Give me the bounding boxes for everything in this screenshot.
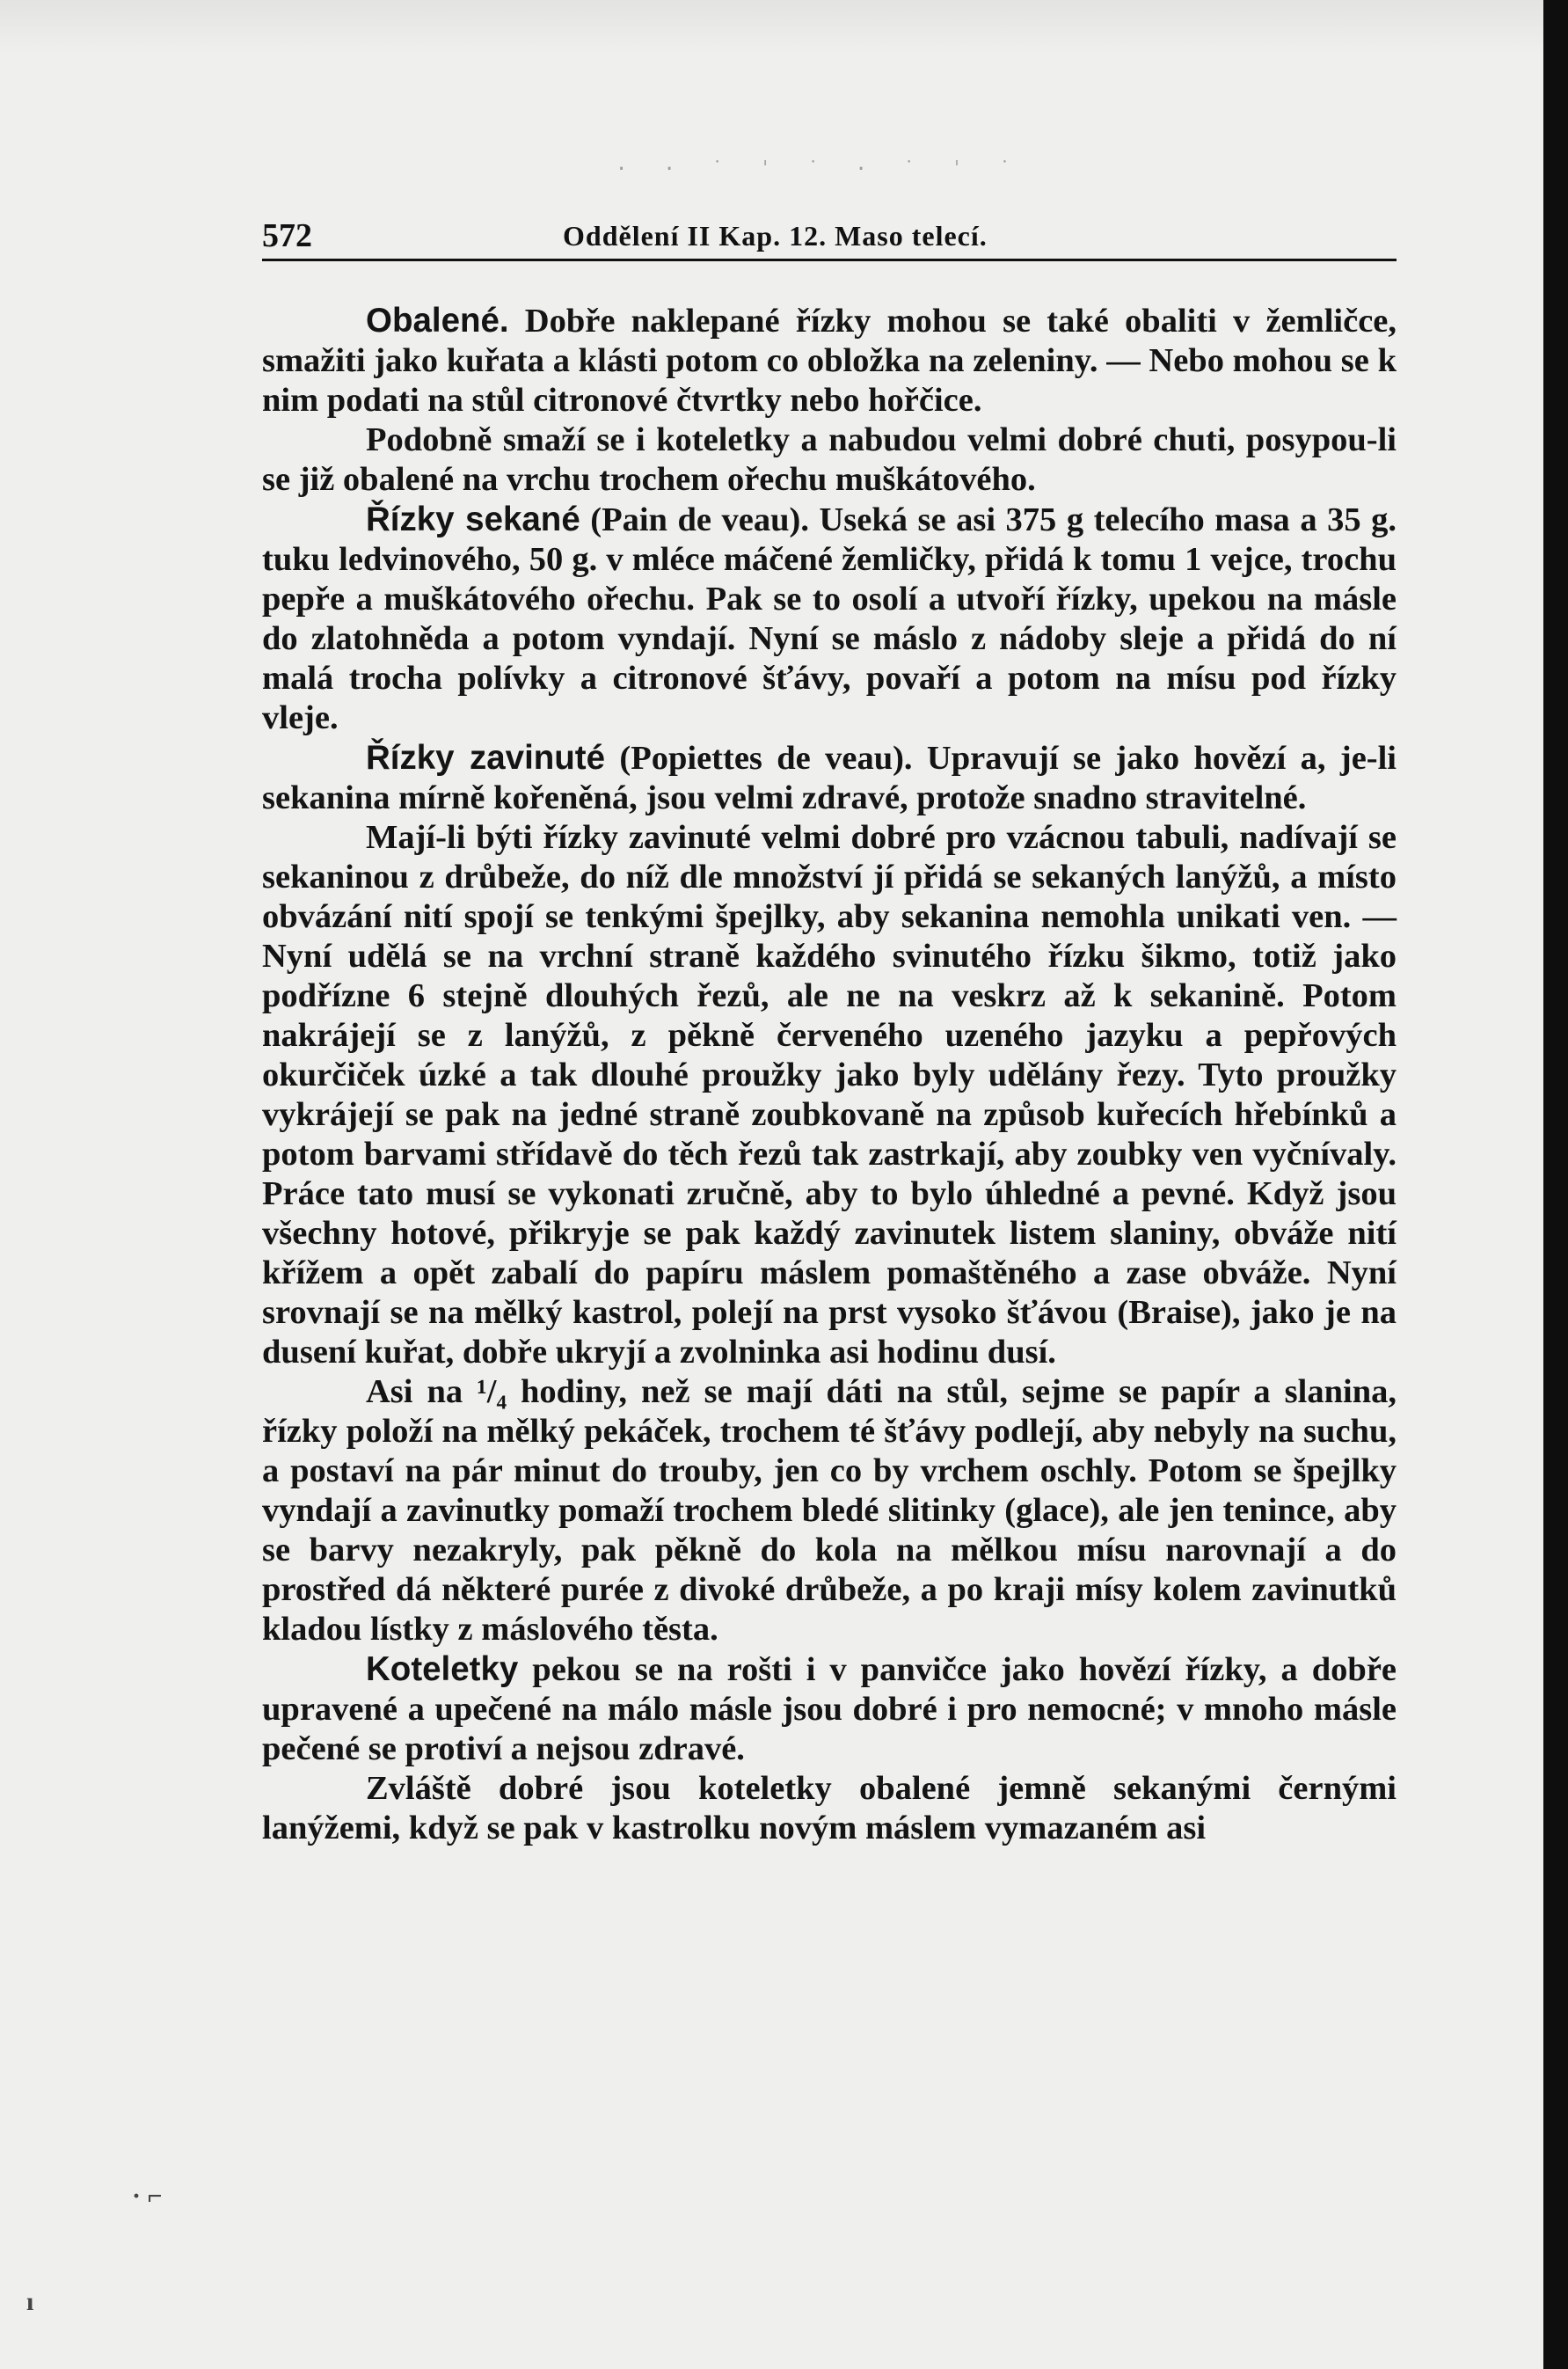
paragraph-text: Dobře naklepané řízky mohou se také obaliti v žemličce, smažiti jako kuřata a klásti potom co obložka na zeleniny. — Nebo mohou se k nim podati na stůl citronové čtvrtky nebo hořčice. xyxy=(262,303,1397,419)
scan-noise: · · ˙ ˈ ˙ · ˙ ˈ ˙ xyxy=(616,158,1024,180)
page-number: 572 xyxy=(262,217,312,254)
paragraph-text: (Popiettes de veau). Upravují se jako hovězí a, je-li sekanina mírně kořeněná, jsou velmi zdravé, protože snadno stravitelné. xyxy=(262,740,1397,816)
paragraph xyxy=(262,301,1397,420)
paragraph-text: Asi na ¹/₄ hodiny, než se mají dáti na stůl, sejme se papír a slanina, řízky položí na mělký pekáček, trochem té šťávy podlejí, aby nebyly na suchu, a postaví na pár minut do trouby, jen co by vrchem oschly. Potom se špejlky vyndají a zavinutky pomaží trochem bledé slitinky (glace), ale jen tenince, aby se barvy nezakryly, pak pěkně do kola na mělkou mísu narovnají a do prostřed dá některé purée z divoké drůbeže, a po kraji mísy kolem zavinutků kladou lístky z máslového těsta. xyxy=(262,1373,1397,1648)
running-title: Oddělení II Kap. 12. Maso telecí. xyxy=(563,220,988,252)
paragraph xyxy=(262,738,1397,818)
paragraph-heading: Koteletky xyxy=(366,1650,519,1688)
scan-border xyxy=(1543,0,1568,2369)
page-header xyxy=(262,216,1397,261)
paragraph xyxy=(262,1372,1397,1649)
paragraph xyxy=(262,1769,1397,1848)
paragraph-text: pekou se na rošti i v panvičce jako hovězí řízky, a dobře upravené a upečené na málo másle jsou dobré i pro nemocné; v mnoho másle pečené se protiví a nejsou zdravé. xyxy=(262,1651,1397,1767)
page-top-shade xyxy=(0,0,1543,53)
paragraph-text: Zvláště dobré jsou koteletky obalené jemně sekanými černými lanýžemi, když se pak v kastrolku novým máslem vymazaném asi xyxy=(262,1770,1397,1846)
paragraph-text: Mají-li býti řízky zavinuté velmi dobré pro vzácnou tabuli, nadívají se sekaninou z drůbeže, do níž dle množství jí přidá se sekaných lanýžů, a místo obvázání nití spojí se tenkými špejlky, aby sekanina nemohla unikati ven. — Nyní udělá se na vrchní straně každého svinutého řízku šikmo, totiž jako podříznе 6 stejně dlouhých řezů, ale ne na veskrz až k sekanině. Potom nakrájejí se z lanýžů, z pěkně červeného uzeného jazyku a pepřových okurčiček úzké a tak dlouhé proužky jako byly udělány řezy. Tyto proužky vykrájejí se pak na jedné straně zoubkovaně na způsob kuřecích hřebínků a potom barvami střídavě do těch řezů tak zastrkají, aby zoubky ven vyčnívaly. Práce tato musí se vykonati zručně, aby to bylo úhledné a pevné. Když jsou všechny hotové, přikryje se pak každý zavinutek listem slaniny, obváže nití křížem a opět zabalí do papíru máslem pomaštěného a zase obváže. Nyní srovnají se na mělký kastrol, polejí na prst vysoko šťávou (Braise), jako je na dusení kuřat, dobře ukryjí a zvolninka asi hodinu dusí. xyxy=(262,819,1397,1371)
paragraph-heading: Řízky sekané xyxy=(366,501,580,538)
paragraph-heading: Řízky zavinuté xyxy=(366,739,606,777)
paragraph xyxy=(262,500,1397,738)
paragraph-text: (Pain de veau). Useká se asi 375 g telecího masa a 35 g. tuku ledvinového, 50 g. v mléce máčené žemličky, přidá k tomu 1 vejce, trochu pepře a muškátového ořechu. Pak se to osolí a utvoří řízky, upekou na másle do zlatohněda a potom vyndají. Nyní se máslo z nádoby sleje a přidá do ní malá trocha polívky a citronové šťávy, povaří a potom na mísu pod řízky vleje. xyxy=(262,501,1397,736)
margin-mark: ı xyxy=(26,2287,34,2316)
margin-mark: · ⌐ xyxy=(132,2182,163,2211)
body-text xyxy=(262,301,1397,1848)
paragraph xyxy=(262,420,1397,500)
paragraph-heading: Obalené. xyxy=(366,302,509,340)
paragraph-text: Podobně smaží se i koteletky a nabudou velmi dobré chuti, posypou-li se již obalené na vrchu trochem ořechu muškátového. xyxy=(262,421,1397,498)
paragraph xyxy=(262,818,1397,1372)
paragraph xyxy=(262,1649,1397,1769)
